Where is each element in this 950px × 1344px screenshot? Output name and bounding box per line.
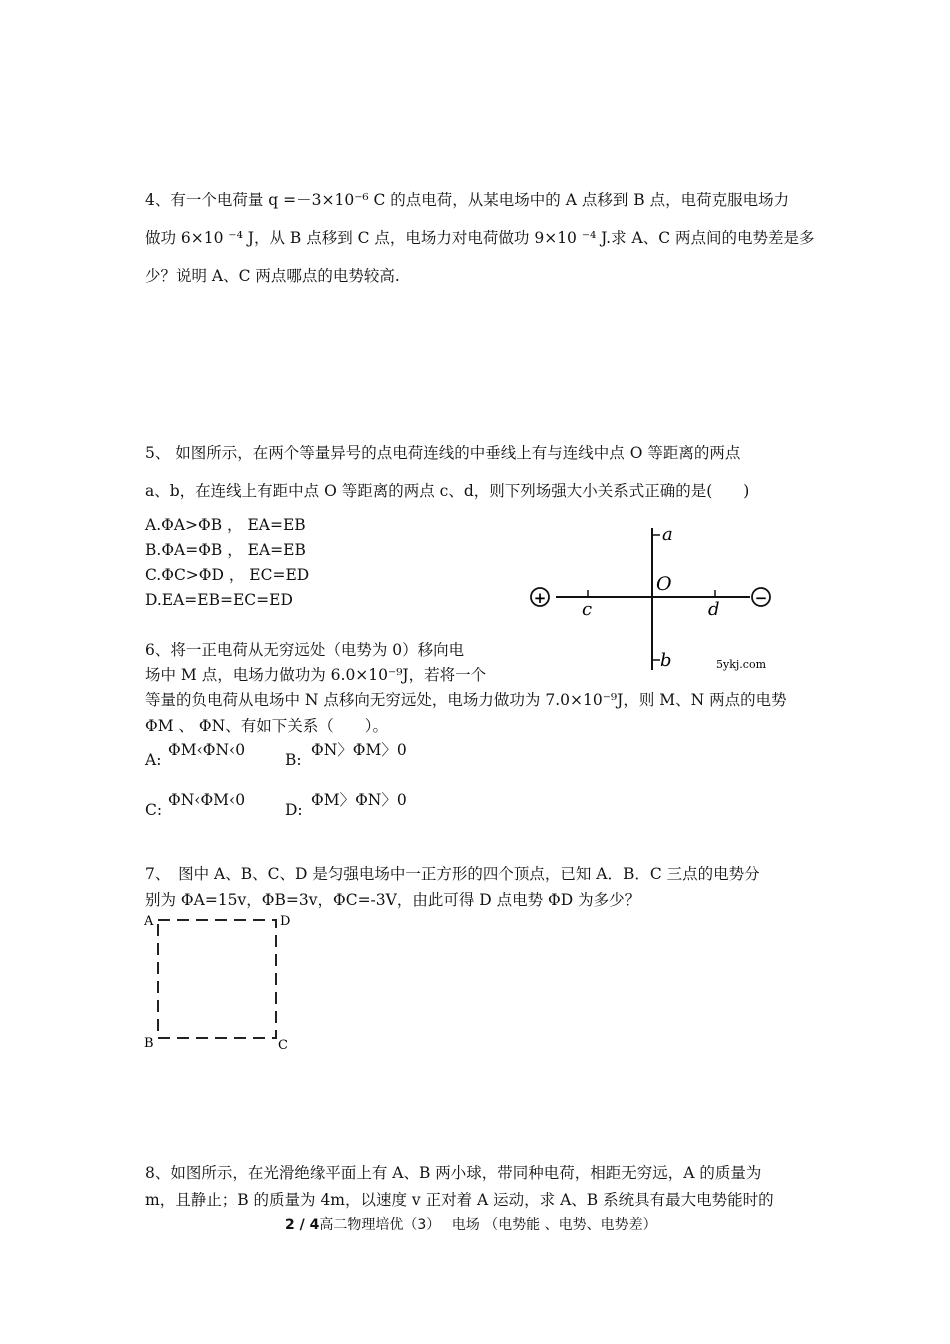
q5-field-figure (520, 520, 780, 680)
negative-charge-sign: − (754, 589, 768, 607)
q5-line-2: a、b，在连线上有距中点 O 等距离的两点 c、d，则下列场强大小关系式正确的是( ) (145, 482, 750, 500)
q6-option-c-label: C: (145, 801, 163, 819)
q7-line-2: 别为 ΦA=15v，ΦB=3v，ΦC=-3V，由此可得 D 点电势 ΦD 为多少？ (145, 891, 641, 909)
q8-line-1: 8、如图所示，在光滑绝缘平面上有 A、B 两小球，带同种电荷，相距无穷远，A 的质量为 (145, 1164, 762, 1182)
point-c-label: c (582, 599, 593, 620)
page-number: 2 / 4 (285, 1217, 320, 1233)
q8-line-2: m，且静止；B 的质量为 4m，以速度 v 正对着 A 运动，求 A、B 系统具有最大电势能时的 (145, 1191, 774, 1209)
point-b-label: b (660, 650, 672, 671)
point-o-label: O (656, 573, 672, 595)
q6-option-a-expr: ΦM‹ΦN‹0 (168, 741, 246, 759)
q6-option-b-label: B: (285, 751, 302, 769)
point-d-label: d (708, 599, 720, 620)
q7-line-1: 7、 图中 A、B、C、D 是匀强电场中一正方形的四个顶点，已知 A．B．C 三点的电势分 (145, 865, 760, 883)
q6-option-a-label: A: (145, 751, 162, 769)
page-footer (285, 1214, 657, 1234)
q5-option-b: B.ΦA=ΦB ， EA=EB (145, 541, 306, 559)
q6-line-1: 6、将一正电荷从无穷远处（电势为 0）移向电 (145, 641, 465, 659)
q5-option-a: A.ΦA>ΦB ， EA=EB (145, 516, 306, 534)
q6-line-2: 场中 M 点，电场力做功为 6.0×10⁻⁹J，若将一个 (145, 666, 487, 684)
footer-title: 高二物理培优（3） 电场 （电势能 、电势、电势差） (319, 1217, 657, 1233)
watermark: 5ykj.com (716, 658, 766, 671)
vertex-d-label: D (280, 914, 291, 929)
q5-option-c: C.ΦC>ΦD ， EC=ED (145, 566, 310, 584)
dashed-square (158, 920, 276, 1038)
q5-option-d: D.EA=EB=EC=ED (145, 591, 293, 609)
vertex-a-label: A (144, 914, 154, 929)
point-a-label: a (662, 524, 673, 545)
positive-charge-sign: + (533, 589, 547, 607)
q4-line-1: 4、有一个电荷量 q =－3×10⁻⁶ C 的点电荷，从某电场中的 A 点移到 B 点，电荷克服电场力 (145, 191, 790, 209)
q6-line-4: ΦM 、 ΦN、有如下关系（ ）。 (145, 717, 388, 735)
q4-line-2: 做功 6×10 ⁻⁴ J，从 B 点移到 C 点，电场力对电荷做功 9×10 ⁻⁴ J.求 A、C 两点间的电势差是多 (145, 229, 815, 247)
q6-option-b-expr: ΦN〉ΦM〉0 (311, 741, 407, 759)
q6-line-3: 等量的负电荷从电场中 N 点移向无穷远处，电场力做功为 7.0×10⁻⁹J，则 M、N 两点的电势 (145, 691, 787, 709)
q4-line-3: 少？说明 A、C 两点哪点的电势较高. (145, 267, 400, 285)
vertex-b-label: B (144, 1036, 154, 1051)
vertex-c-label: C (278, 1038, 288, 1053)
q6-option-d-label: D: (285, 801, 303, 819)
q5-line-1: 5、 如图所示，在两个等量异号的点电荷连线的中垂线上有与连线中点 O 等距离的两点 (145, 444, 741, 462)
q6-option-d-expr: ΦM〉ΦN〉0 (311, 791, 407, 809)
q7-square-figure (140, 908, 300, 1053)
q6-option-c-expr: ΦN‹ΦM‹0 (168, 791, 246, 809)
